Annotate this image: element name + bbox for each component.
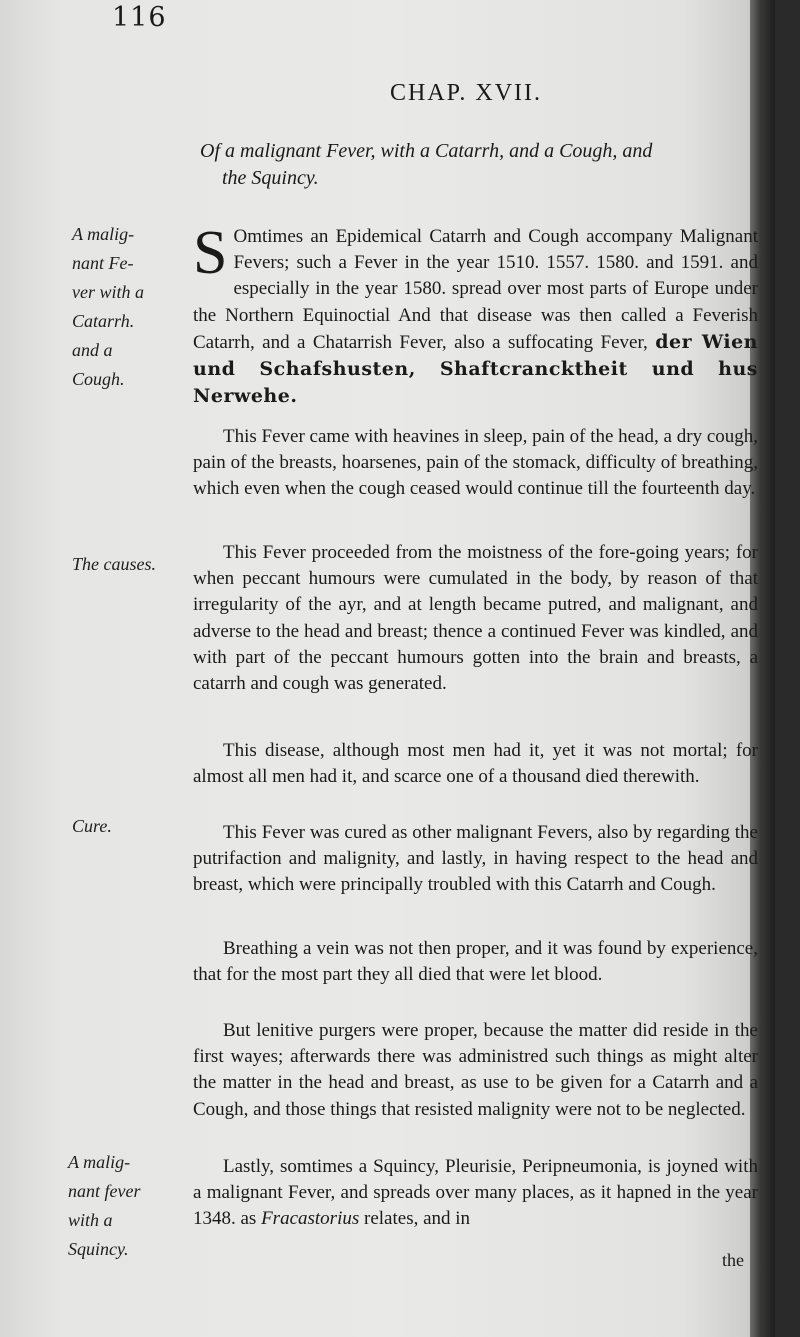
paragraph-8-end: relates, and in <box>364 1208 471 1230</box>
paragraph-7 <box>193 1018 758 1123</box>
margin-note-squincy: A malig- nant fever with a Squincy. <box>68 1152 141 1259</box>
paragraph-4-text: This disease, although most men had it, yet it was not mortal; for almost all men had it, and scarce one of a thousand died therewith. <box>193 740 758 788</box>
catchword: the <box>722 1250 744 1270</box>
margin-note-cure: Cure. <box>72 816 112 836</box>
paragraph-2-text: This Fever came with heavines in sleep, pain of the head, a dry cough, pain of the breasts, hoarsenes, pain of the stomack, difficulty of breathing, which even when the cough ceased would continue till the fourteenth day. <box>193 426 758 500</box>
paragraph-7-text: But lenitive purgers were proper, because the matter did reside in the first wayes; afterwards there was administred such things as might alter the matter in the head and breast, as use to be given for a Catarrh and a Cough, and those things that resisted malignity were not to be neglected. <box>193 1020 758 1120</box>
author-name: Fracastorius <box>261 1208 360 1230</box>
paragraph-6-text: Breathing a vein was not then proper, and it was found by experience, that for the most part they all died that were let blood. <box>193 938 758 986</box>
paragraph-1-text: Omtimes an Epidemical Catarrh and Cough accompany Malignant Fevers; such a Fever in the year 1510. 1557. 1580. and 1591. and especially in the year 1580. spread over most parts of Europe under the Northern Equinoctial And that disease was then called a Feverish Catarrh, and a Chatarrish Fever, also a suffocating Fever, <box>193 226 758 353</box>
blackletter-text: der Wien und Schafshusten, Shaftcrancktheit und hus Nerwehe. <box>193 330 758 408</box>
margin-note-causes: The causes. <box>72 554 156 574</box>
subtitle-line-2: the Squincy. <box>222 167 319 189</box>
paragraph-1 <box>193 219 758 410</box>
paragraph-6 <box>193 936 758 988</box>
paragraph-4 <box>193 738 758 790</box>
page-number: 116 <box>112 2 167 33</box>
paragraph-3-text: This Fever proceeded from the moistness of the fore-going years; for when peccant humours were cumulated in the body, by reason of that irregularity of the ayr, and at length became putred, and malignant, and adverse to the head and breast; thence a continued Fever was kindled, and with part of the peccant humours gotten into the brain and breasts, a catarrh and cough was generated. <box>193 542 758 695</box>
drop-cap: S <box>193 219 228 287</box>
paragraph-5-text: This Fever was cured as other malignant Fevers, also by regarding the putrifaction and malignity, and lastly, in having respect to the head and breast, which were principally troubled with this Catarrh and Cough. <box>193 822 758 896</box>
paragraph-3 <box>193 540 758 697</box>
subtitle-line-1: Of a malignant Fever, with a Catarrh, and a Cough, and <box>200 140 653 162</box>
paragraph-5 <box>193 820 758 899</box>
margin-note-catarrh: A malig- nant Fe- ver with a Catarrh. and a Cough. <box>72 224 144 389</box>
paragraph-2 <box>193 424 758 503</box>
paragraph-8 <box>193 1154 758 1233</box>
chapter-subtitle <box>200 138 760 192</box>
paragraph-8-text: Lastly, somtimes a Squincy, Pleurisie, Peripneumonia, is joyned with a malignant Fever, and spreads over many places, as it hapned in the year 1348. as <box>193 1156 758 1230</box>
chapter-title: CHAP. XVII. <box>390 80 543 106</box>
